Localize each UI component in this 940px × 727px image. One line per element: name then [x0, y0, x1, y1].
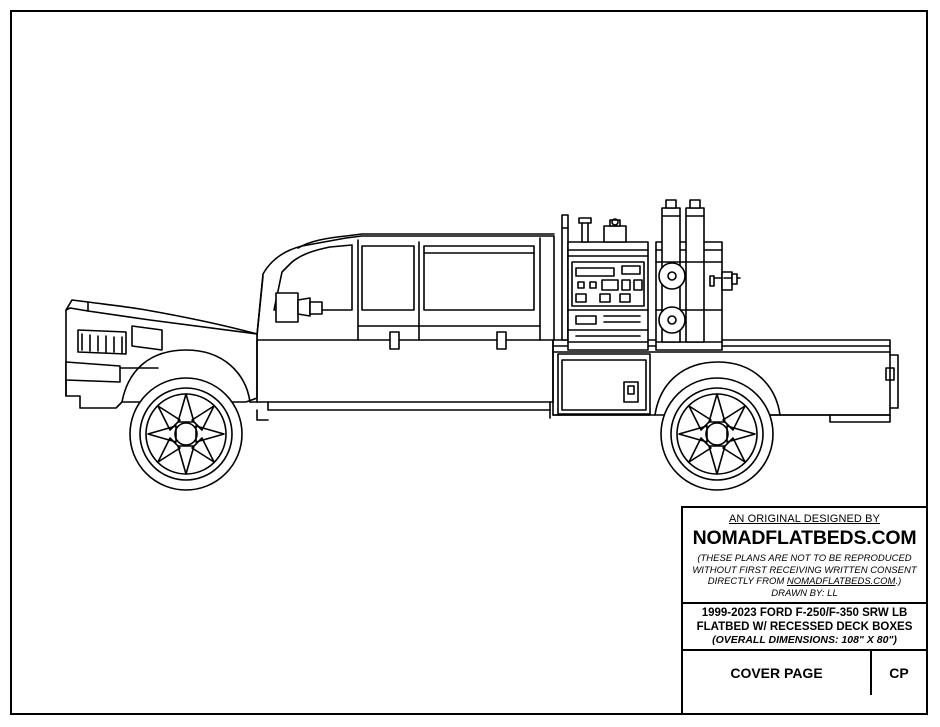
recessed-deck-box — [558, 354, 650, 414]
legal-notice — [683, 552, 926, 588]
legal-line-1: (THESE PLANS ARE NOT TO BE REPRODUCED — [697, 553, 912, 564]
legal-line-3-suffix: .) — [895, 576, 902, 587]
page-title: COVER PAGE — [683, 651, 872, 695]
front-wheel — [130, 378, 242, 490]
model-description — [683, 602, 926, 634]
drawn-by: DRAWN BY: LL — [771, 587, 838, 599]
legal-line-3-prefix: DIRECTLY FROM — [707, 576, 787, 587]
title-block — [681, 506, 928, 715]
designed-by-label: AN ORIGINAL DESIGNED BY — [728, 513, 881, 525]
legal-website-link: NOMADFLATBEDS.COM — [786, 576, 896, 587]
model-line-2: FLATBED W/ RECESSED DECK BOXES — [696, 620, 913, 633]
frame-rail — [257, 410, 550, 420]
overall-dimensions: (OVERALL DIMENSIONS: 108" X 80") — [712, 633, 897, 646]
page-identifier-row — [683, 649, 926, 695]
legal-line-3 — [687, 576, 922, 588]
page-code: CP — [889, 664, 909, 681]
welder-top-fittings — [579, 218, 626, 242]
headache-rack — [562, 215, 568, 340]
designed-by-row — [683, 508, 926, 525]
brand-name: NOMADFLATBEDS.COM — [692, 527, 917, 549]
welder-unit — [568, 242, 648, 350]
model-line-1: 1999-2023 FORD F-250/F-350 SRW LB — [701, 606, 908, 619]
rear-wheel — [661, 378, 773, 490]
cab-windows — [274, 245, 534, 310]
legal-line-2: WITHOUT FIRST RECEIVING WRITTEN CONSENT — [692, 564, 917, 576]
